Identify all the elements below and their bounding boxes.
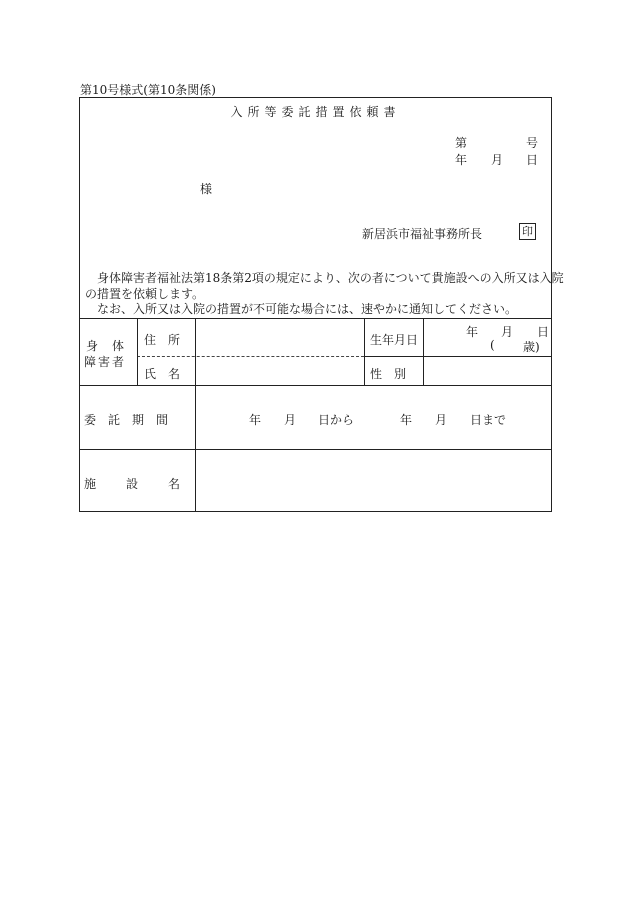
- name-label: 氏 名: [144, 367, 181, 381]
- birth-month-unit: 月: [501, 325, 514, 339]
- age-open-paren: (: [490, 338, 495, 352]
- doc-date-day: 日: [526, 153, 539, 167]
- person-label-line2: 障害者: [84, 355, 127, 369]
- sex-label: 性 別: [370, 367, 407, 381]
- doc-date-month: 月: [491, 153, 504, 167]
- table-top-border: [79, 318, 552, 319]
- body-paragraph-line2: の措置を依頼します。: [85, 287, 205, 301]
- period-to-day: 日まで: [470, 413, 507, 427]
- birth-year-unit: 年: [466, 325, 479, 339]
- address-name-divider: [137, 356, 364, 357]
- body-paragraph-note: なお、入所又は入院の措置が不可能な場合には、速やかに通知してください。: [97, 302, 518, 316]
- period-label: 委託期間: [84, 413, 181, 427]
- person-label-line1: 身 体: [86, 339, 126, 353]
- doc-number-suffix: 号: [526, 136, 539, 150]
- birth-day-unit: 日: [537, 325, 550, 339]
- period-from-month: 月: [284, 413, 297, 427]
- doc-date-year: 年: [455, 153, 468, 167]
- person-row-bottom: [79, 385, 552, 386]
- birth-label-divider: [423, 318, 424, 385]
- period-row-bottom: [79, 449, 552, 450]
- person-label-divider: [137, 318, 138, 385]
- period-to-month: 月: [435, 413, 448, 427]
- period-to-year: 年: [400, 413, 413, 427]
- doc-number-prefix: 第: [455, 136, 468, 150]
- body-paragraph-line1: 身体障害者福祉法第18条第2項の規定により、次の者について貴施設への入所又は入院: [97, 271, 564, 285]
- sender-name: 新居浜市福祉事務所長: [362, 227, 483, 241]
- addressee-honorific: 様: [200, 182, 213, 196]
- facility-label: 施設名: [84, 477, 211, 491]
- period-from-year: 年: [249, 413, 262, 427]
- birth-date-label: 生年月日: [370, 333, 419, 347]
- period-from-day: 日から: [318, 413, 355, 427]
- document-title: 入所等委託措置依頼書: [230, 105, 401, 119]
- birth-sex-divider: [364, 356, 552, 357]
- age-unit: 歳): [523, 340, 540, 354]
- address-label: 住 所: [144, 333, 181, 347]
- value-column-divider: [364, 318, 365, 385]
- form-number-label: 第10号様式(第10条関係): [80, 83, 216, 97]
- seal-mark: 印: [519, 223, 536, 240]
